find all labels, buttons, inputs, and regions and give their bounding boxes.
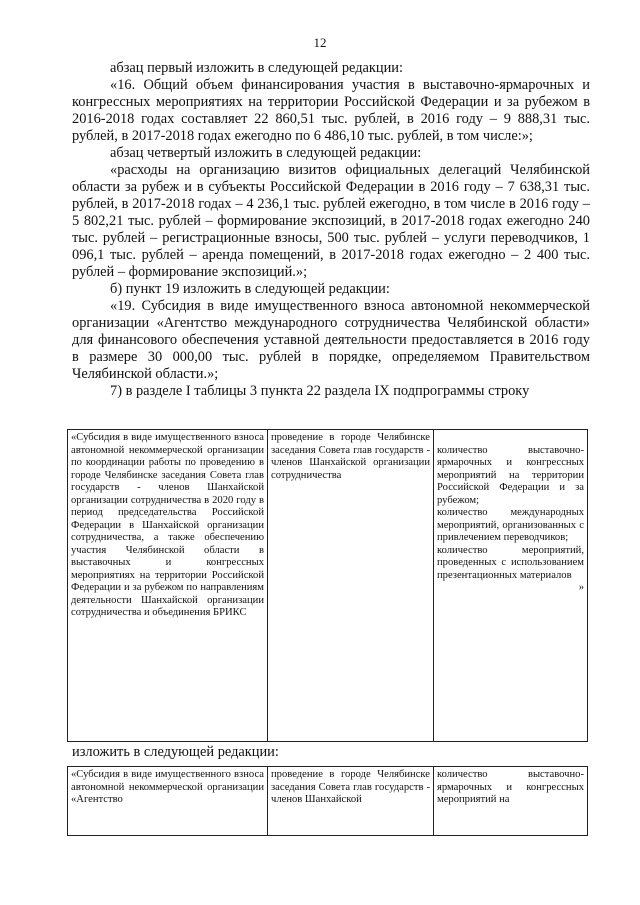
paragraph-6: «19. Субсидия в виде имущественного взноса автономной некоммерческой организации «Агентство международного сотрудничества Челябинской области» для финансового обеспечения уставной деятельности предоставляется в 2016 году в размере 30 000,00 тыс. рублей в порядке, определяемом Правительством Челябинской области.»; xyxy=(72,298,590,382)
table-old-row xyxy=(67,429,588,742)
table-new-row xyxy=(67,766,588,836)
table-row xyxy=(68,767,588,836)
table-cell-indicators xyxy=(434,430,588,742)
indicators-text: количество выставочно-ярмарочных и конгрессных мероприятий на территории Российской Федерации и за рубежом; количество международных мероприятий, организованных с привлечением переводчиков; количество мероприятий, проведенных с использованием презентационных материалов xyxy=(437,444,584,581)
paragraph-1: абзац первый изложить в следующей редакции: xyxy=(110,60,404,76)
table-cell-event: проведение в городе Челябинске заседания Совета глав государств - членов Шанхайской xyxy=(268,767,434,836)
paragraph-5: б) пункт 19 изложить в следующей редакции: xyxy=(110,281,390,297)
table-cell-event: проведение в городе Челябинске заседания Совета глав государств - членов Шанхайской организации сотрудничества xyxy=(268,430,434,742)
table-row xyxy=(68,430,588,742)
document-body xyxy=(72,60,590,400)
paragraph-2: «16. Общий объем финансирования участия в выставочно-ярмарочных и конгрессных мероприятиях на территории Российской Федерации и за рубежом в 2016-2018 годах составляет 22 860,51 тыс. рублей, в 2016 году – 9 888,31 тыс. рублей, в 2017-2018 годах ежегодно по 6 486,10 тыс. рублей, в том числе:»; xyxy=(72,77,590,144)
page-number: 12 xyxy=(313,35,327,50)
table-cell-subsidy: «Субсидия в виде имущественного взноса автономной некоммерческой организации «Агентство xyxy=(68,767,268,836)
table-cell-indicators: количество выставочно-ярмарочных и конгрессных мероприятий на xyxy=(434,767,588,836)
table-cell-subsidy: «Субсидия в виде имущественного взноса автономной некоммерческой организации по координации работы по проведению в городе Челябинске заседания Совета глав государств - членов Шанхайской организации сотрудничества в 2020 году в период председательства Российской Федерации в Шанхайской организации сотрудничества, а также обеспечению участия Челябинской области в выставочных и конгрессных мероприятиях на территории Российской Федерации и за рубежом по направлениям деятельности Шанхайской организации сотрудничества и объединения БРИКС xyxy=(68,430,268,742)
closing-quote: » xyxy=(578,582,584,593)
paragraph-4: «расходы на организацию визитов официальных делегаций Челябинской области за рубеж и в субъекты Российской Федерации в 2016 году – 7 638,31 тыс. рублей, в 2017-2018 годах – 4 236,1 тыс. рублей ежегодно, в том числе в 2016 году – 5 802,21 тыс. рублей – формирование экспозиций, в 2017-2018 годах ежегодно 240 тыс. рублей – регистрационные взносы, 500 тыс. рублей – услуги переводчиков, 1 096,1 тыс. рублей – аренда помещений, в 2017-2018 годах ежегодно – 2 400 тыс. рублей – формирование экспозиций.»; xyxy=(72,162,590,280)
replacement-instruction: изложить в следующей редакции: xyxy=(72,744,279,760)
paragraph-7: 7) в разделе I таблицы 3 пункта 22 раздела IX подпрограммы строку xyxy=(110,383,530,399)
paragraph-3: абзац четвертый изложить в следующей редакции: xyxy=(110,145,422,161)
